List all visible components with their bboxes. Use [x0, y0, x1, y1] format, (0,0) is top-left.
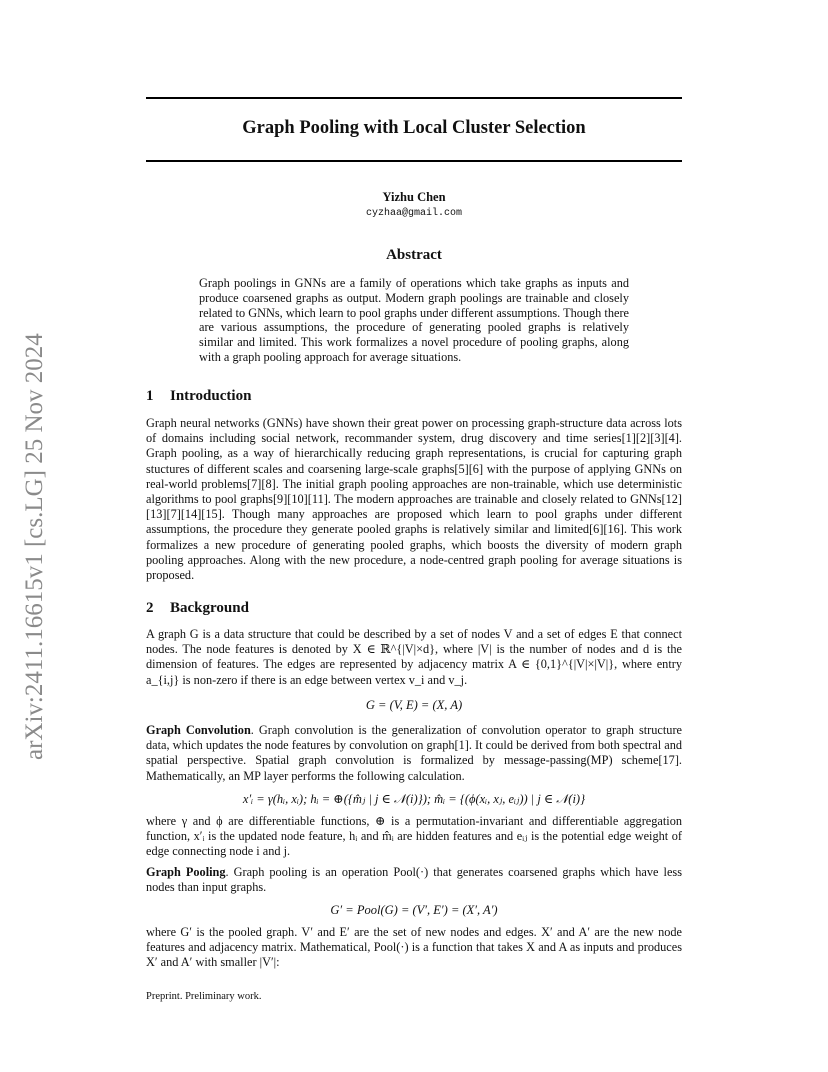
graph-pooling-label: Graph Pooling [146, 865, 226, 879]
graph-pooling-paragraph [146, 865, 682, 895]
section-heading-background [146, 600, 249, 617]
author-email: cyzhaa@gmail.com [365, 208, 462, 219]
abstract-body: Graph poolings in GNNs are a family of operations which take graphs as inputs and produce coarsened graphs as output. Modern graph poolings are trainable and closely related to GNNs, which learn to pool graphs under different assumptions. Though there are various assumptions, the procedure of generating pooled graphs is relatively similar and limited. This work formalizes a novel procedure of pooling graphs, along with a graph pooling approach for average situations. [199, 276, 629, 364]
footer-note: Preprint. Preliminary work. [146, 991, 262, 1002]
arxiv-side-label: arXiv:2411.16615v1 [cs.LG] 25 Nov 2024 [21, 333, 48, 760]
author-name: Yizhu Chen [382, 190, 446, 204]
background-paragraph: A graph G is a data structure that could be described by a set of nodes V and a set of edges E that connect nodes. The node features is denoted by X ∈ ℝ^{|V|×d}, where |V| is the number of nodes and d is the dimension of features. The edges are represented by adjacency matrix A ∈ {0,1}^{|V|×|V|}, where entry a_{i,j} is non-zero if there is an edge between vertex v_i and v_j. [146, 627, 682, 687]
equation-graph-definition: G = (V, E) = (X, A) [365, 698, 463, 712]
title-bottom-rule [146, 160, 682, 162]
graph-convolution-label: Graph Convolution [146, 723, 251, 737]
graph-pooling-text: . Graph pooling is an operation Pool(·) that generates coarsened graphs which have less nodes than input graphs. [146, 865, 682, 895]
section-title: Introduction [170, 388, 252, 404]
section-heading-introduction [146, 388, 251, 405]
paper-title: Graph Pooling with Local Cluster Selection [242, 118, 586, 138]
intro-paragraph: Graph neural networks (GNNs) have shown their great power on processing graph-structure data across lots of domains including social network, recommander system, drug discovery and time series[1][2][3][4]. Graph pooling, as a way of hierarchically reducing graph representations, is crucial for capturing graph stuctures of different scales and coarsening large-scale graphs[5][6] with the purpose of applying GNNs on real-world problems[7][8]. The initial graph pooling approaches are non-trainable, which use deterministic algorithms to pool graphs[9][10][11]. The modern approaches are trainable and closely related to GNNs[12][13][7][14][15]. Though many approaches are proposed which learn to pool graphs under different assumptions, the procedure they generate pooled graphs is relatively similar and limited[6][16]. This work formalizes a new procedure of generating pooled graphs, which boosts the diversity of modern graph pooling approaches. Along with the new procedure, a node-centred graph pooling for average situations is proposed. [146, 416, 682, 583]
section-title: Background [170, 600, 249, 616]
abstract-heading: Abstract [386, 247, 442, 263]
section-number: 1 [146, 388, 154, 404]
convolution-where-paragraph: where γ and ϕ are differentiable functions, ⊕ is a permutation-invariant and differentiable aggregation function, x′ᵢ is the updated node feature, hᵢ and m̂ᵢ are hidden features and eᵢⱼ is the potential edge weight of edge connecting node i and j. [146, 814, 682, 859]
graph-convolution-text: . Graph convolution is the generalization of convolution operator to graph structure data, which updates the node features by convolution on graph[1]. It could be derived from both spectral and spatial perspective. Spatial graph convolution is formalized by message-passing(MP) scheme[17]. Mathematically, an MP layer performs the following calculation. [146, 723, 683, 783]
title-top-rule [146, 97, 682, 99]
pooling-where-paragraph: where G′ is the pooled graph. V′ and E′ are the set of new nodes and edges. X′ and A′ are the new node features and adjacency matrix. Mathematical, Pool(·) is a function that takes X and A as inputs and produces X′ and A′ with smaller |V′|: [146, 925, 682, 970]
equation-pooling: G′ = Pool(G) = (V′, E′) = (X′, A′) [330, 903, 498, 917]
graph-convolution-paragraph [146, 723, 682, 784]
equation-message-passing: x′ᵢ = γ(hᵢ, xᵢ); hᵢ = ⊕({m̂ⱼ | j ∈ 𝒩(i)}); m̂ᵢ = {(ϕ(xᵢ, xⱼ, eᵢⱼ)) | j ∈ 𝒩(i)} [242, 792, 586, 806]
section-number: 2 [146, 600, 154, 616]
